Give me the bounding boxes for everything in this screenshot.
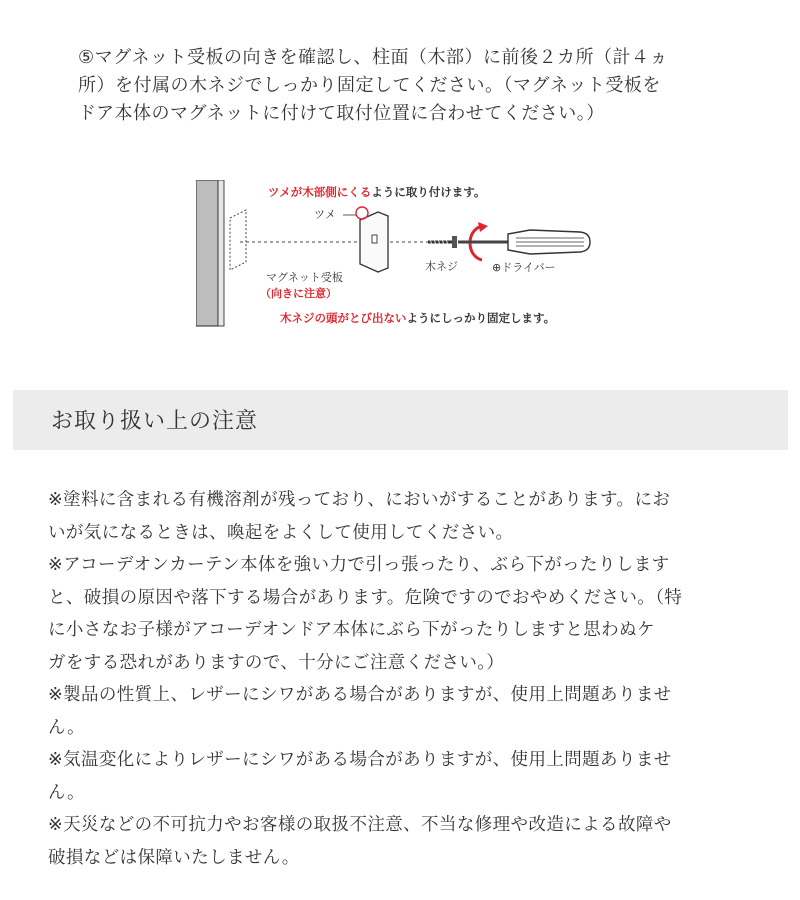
section-title: お取り扱い上の注意 (51, 409, 259, 434)
plate-label: マグネット受板 (266, 271, 343, 284)
screwdriver (458, 230, 590, 254)
claw-marker (356, 207, 368, 219)
screw-label: 木ネジ (425, 260, 458, 273)
plate-sub-label: （向きに注意） (260, 287, 337, 300)
plate-hole (372, 235, 377, 243)
note-line: ※製品の性質上、レザーにシワがある場合がありますが、使用上問題ありませ (48, 685, 672, 705)
plate-outline-on-pillar (230, 210, 246, 270)
claw-label: ツメ (314, 208, 336, 221)
bottom-note-black: ようにしっかり固定します。 (406, 311, 556, 325)
note-line: に小さなお子様がアコーデオンドア本体にぶら下がったりしますと思わぬケ (48, 620, 655, 640)
note-line: と、破損の原因や落下する場合があります。危険ですのでおやめください。（特 (48, 587, 683, 608)
note-line: ※気温変化によりレザーにシワがある場合がありますが、使用上問題ありませ (48, 750, 672, 770)
caution-notes (48, 484, 768, 874)
driver-label: ⊕ドライバー (492, 261, 556, 274)
note-line: ※塗料に含まれる有機溶剤が残っており、においがすることがあります。にお (48, 490, 671, 510)
installation-diagram (196, 180, 596, 330)
pillar-front (218, 180, 224, 326)
top-note-black: ように取り付けます。 (371, 185, 486, 199)
step-line: 所）を付属の木ネジでしっかり固定してください。（マグネット受板を (78, 75, 661, 96)
note-line: ん。 (48, 717, 85, 738)
pillar-face (196, 180, 218, 326)
note-line: ※天災などの不可抗力やお客様の取扱不注意、不当な修理や改造による故障や (48, 815, 672, 835)
note-line: いが気になるときは、喚起をよくして使用してください。 (48, 522, 514, 543)
bottom-note (280, 311, 555, 325)
top-note (268, 185, 485, 199)
installation-step-text (78, 44, 718, 128)
wood-screw (428, 236, 457, 248)
note-line: ※アコーデオンカーテン本体を強い力で引っ張ったり、ぶら下がったりします (48, 555, 670, 575)
note-line: 破損などは保障いたしません。 (48, 847, 300, 868)
top-note-red: ツメが木部側にくる (268, 185, 372, 199)
note-line: ん。 (48, 782, 85, 803)
section-header (13, 390, 788, 450)
step-line: ⑤マグネット受板の向きを確認し、柱面（木部）に前後２カ所（計４ヵ (78, 47, 668, 68)
note-line: ガをする恐れがありますので、十分にご注意ください。） (48, 652, 505, 673)
step-line: ドア本体のマグネットに付けて取付位置に合わせてください。） (78, 103, 605, 124)
bottom-note-red: 木ネジの頭がとび出ない (280, 311, 407, 325)
